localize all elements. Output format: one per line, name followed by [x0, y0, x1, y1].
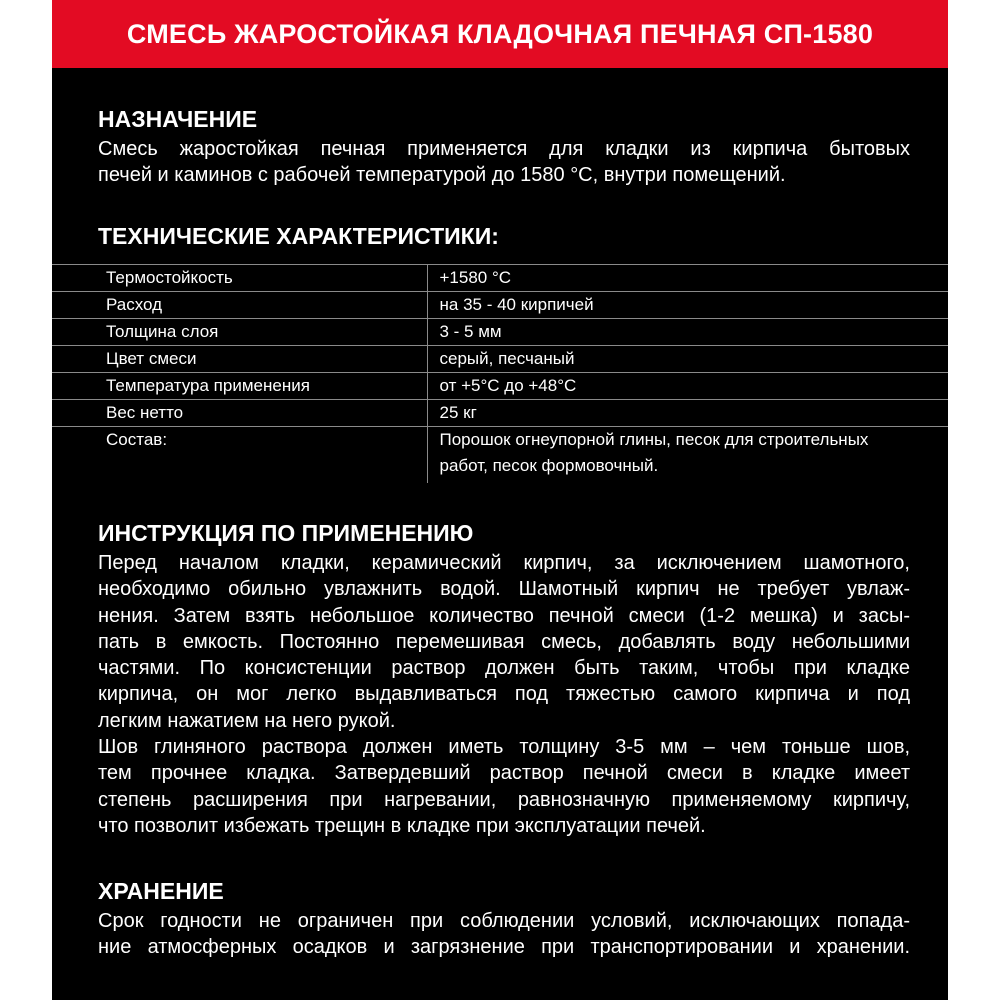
specs-heading: ТЕХНИЧЕСКИЕ ХАРАКТЕРИСТИКИ: — [98, 223, 499, 249]
storage-heading: ХРАНЕНИЕ — [98, 878, 224, 904]
instructions-line: кирпича, он мог легко выдавливаться под тяжестью самого кирпича и под — [98, 683, 910, 706]
instructions-heading: ИНСТРУКЦИЯ ПО ПРИМЕНЕНИЮ — [98, 520, 474, 546]
instructions-line: Перед началом кладки, керамический кирпич, за исключением шамотного, — [98, 552, 910, 574]
instructions-line: пать в емкость. Постоянно перемешивая смесь, добавлять воду небольшими — [98, 630, 910, 653]
instructions-line: нения. Затем взять небольшое количество печной смеси (1-2 мешка) и засы- — [98, 604, 910, 627]
table-row — [52, 292, 948, 319]
spec-label: Толщина слоя — [52, 319, 427, 346]
spec-label: Термостойкость — [52, 265, 427, 292]
storage-line: Срок годности не ограничен при соблюдении условий, исключающих попада- — [98, 910, 910, 932]
instructions-line: что позволит избежать трещин в кладке при эксплуатации печей. — [98, 814, 706, 837]
spec-label: Расход — [52, 292, 427, 319]
instructions-line: частями. По консистенции раствор должен быть таким, чтобы при кладке — [98, 657, 910, 680]
spec-label: Температура применения — [52, 373, 427, 400]
page-title: СМЕСЬ ЖАРОСТОЙКАЯ КЛАДОЧНАЯ ПЕЧНАЯ СП-1580 — [126, 18, 874, 49]
purpose-line: Смесь жаростойкая печная применяется для кладки из кирпича бытовых — [98, 138, 910, 160]
instructions-line: тем прочнее кладка. Затвердевший раствор печной смеси в кладке имеет — [98, 762, 910, 785]
instructions-line: необходимо обильно увлажнить водой. Шамотный кирпич не требует увлаж- — [98, 578, 910, 601]
spec-label: Вес нетто — [52, 400, 427, 427]
spec-value: на 35 - 40 кирпичей — [427, 292, 948, 319]
instructions-line: Шов глиняного раствора должен иметь толщину 3-5 мм – чем тоньше шов, — [98, 736, 910, 759]
storage-line: ние атмосферных осадков и загрязнение при транспортировании и хранении. — [98, 936, 910, 959]
spec-value: от +5°С до +48°С — [427, 373, 948, 400]
spec-label: Состав: — [52, 427, 427, 483]
table-row — [52, 346, 948, 373]
table-row — [52, 373, 948, 400]
purpose-heading: НАЗНАЧЕНИЕ — [98, 106, 258, 132]
storage-text — [98, 908, 910, 961]
instructions-line: степень расширения при нагревании, равнозначную применяемому кирпичу, — [98, 788, 910, 811]
specs-table — [52, 264, 948, 483]
table-row — [52, 400, 948, 427]
spec-value: Порошок огнеупорной глины, песок для строительных работ, песок формовочный. — [427, 427, 948, 483]
table-row — [52, 265, 948, 292]
spec-label: Цвет смеси — [52, 346, 427, 373]
title-banner — [52, 0, 948, 68]
purpose-text — [98, 136, 910, 189]
instructions-text — [98, 550, 910, 839]
spec-value: +1580 °С — [427, 265, 948, 292]
spec-value: 3 - 5 мм — [427, 319, 948, 346]
content-panel — [52, 68, 948, 1000]
spec-value: серый, песчаный — [427, 346, 948, 373]
instructions-line: легким нажатием на него рукой. — [98, 709, 396, 732]
table-row — [52, 427, 948, 483]
spec-value: 25 кг — [427, 400, 948, 427]
purpose-line: печей и каминов с рабочей температурой до 1580 °С, внутри помещений. — [98, 164, 786, 187]
table-row — [52, 319, 948, 346]
